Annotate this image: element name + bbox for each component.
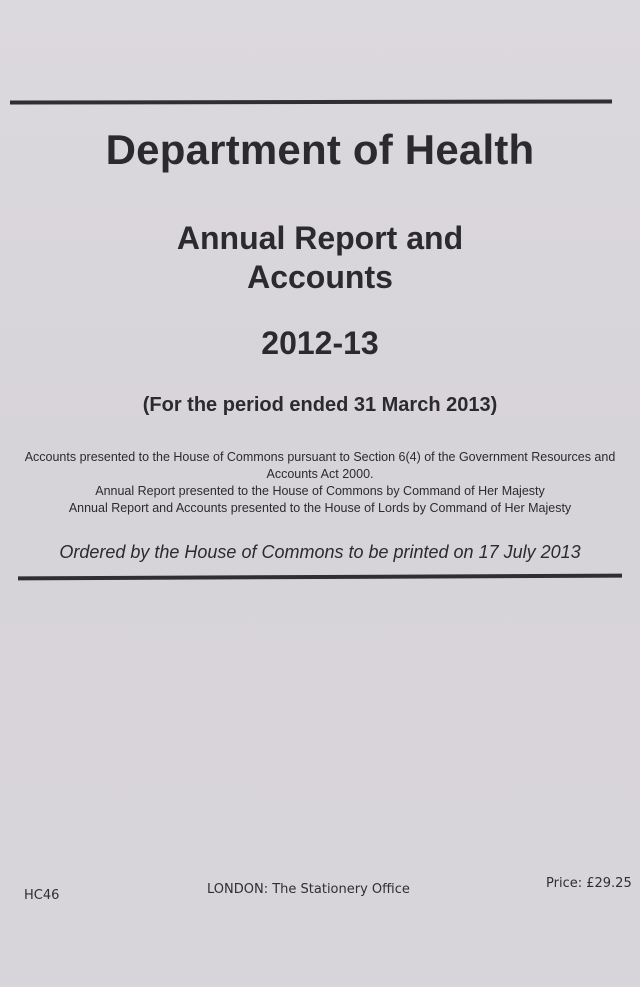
presentation-line-4: Annual Report and Accounts presented to the House of Lords by Command of Her Majesty: [68, 501, 572, 515]
printing-order-statement: Ordered by the House of Commons to be printed on 17 July 2013: [59, 542, 581, 562]
presentation-line-1: Accounts presented to the House of Commons pursuant to Section 6(4) of the Government Resources and: [24, 450, 616, 464]
presentation-line-3: Annual Report presented to the House of Commons by Command of Her Majesty: [95, 484, 545, 498]
report-title: [0, 219, 640, 297]
presentation-line-2: Accounts Act 2000.: [266, 467, 374, 481]
house-of-commons-reference: HC46: [24, 888, 60, 903]
top-double-rule: [10, 99, 612, 104]
report-year: 2012-13: [261, 325, 379, 361]
price: Price: £29.25: [546, 876, 632, 891]
report-title-line-1: Annual Report and: [176, 220, 464, 256]
publisher: LONDON: The Stationery Office: [207, 882, 410, 897]
report-title-line-2: Accounts: [247, 259, 393, 295]
department-title: Department of Health: [105, 126, 535, 173]
bottom-double-rule: [18, 574, 622, 581]
presentation-statement: [20, 449, 620, 517]
reporting-period: (For the period ended 31 March 2013): [142, 394, 498, 416]
